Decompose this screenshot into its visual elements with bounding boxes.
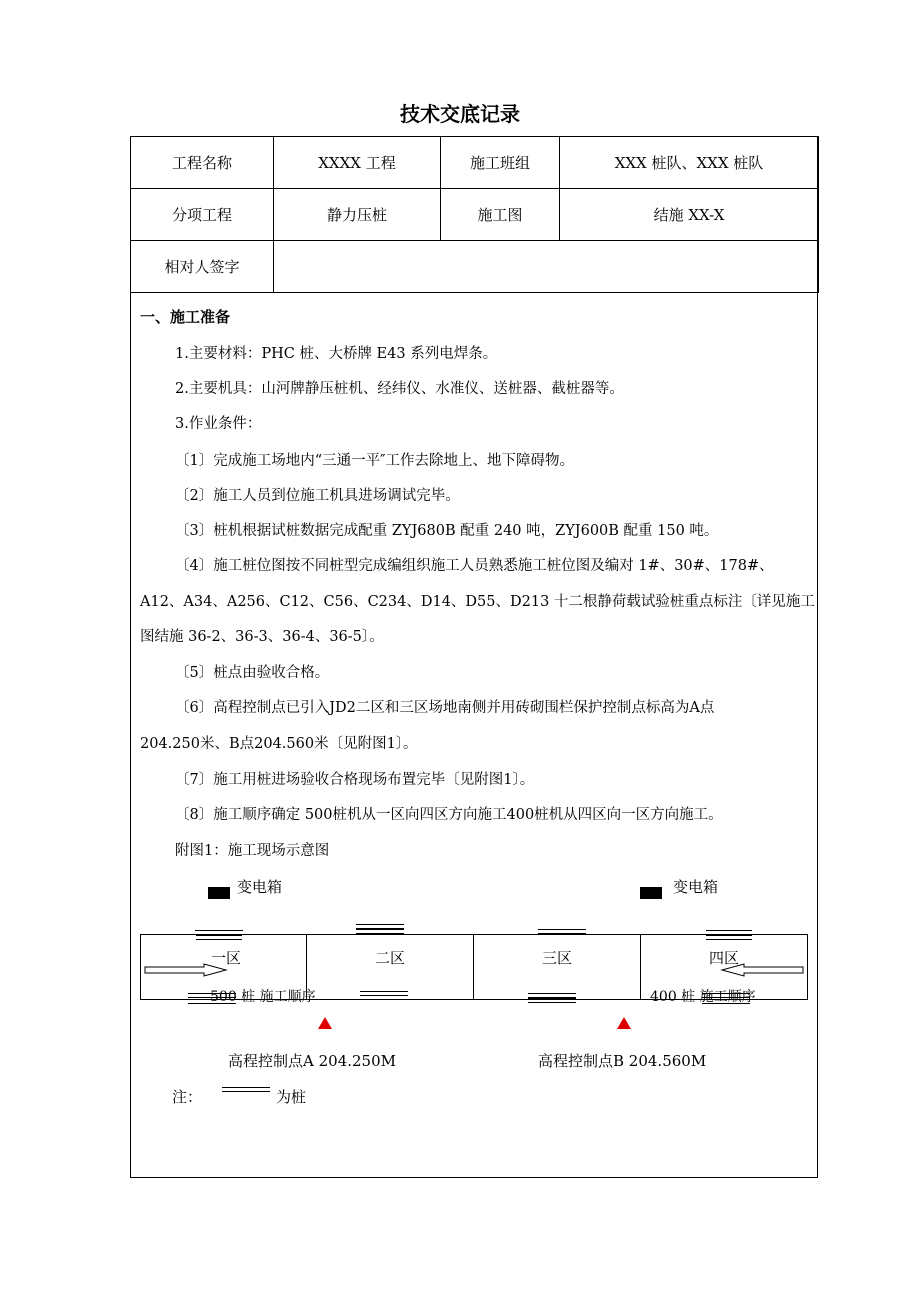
para-condition-6-line1: 〔6〕高程控制点已引入JD2二区和三区场地南侧并用砖砌围栏保护控制点标高为A点	[175, 700, 715, 716]
pile-icon	[528, 998, 576, 1003]
benchmark-b-marker-icon	[617, 1017, 631, 1029]
zone-4-label: 四区	[708, 949, 739, 967]
project-name-value: XXXX 工程	[274, 137, 441, 189]
pile-icon	[360, 991, 408, 996]
para-condition-4-line1: 〔4〕施工桩位图按不同桩型完成编组织施工人员熟悉施工桩位图及编对 1#、30#、178#、	[175, 558, 774, 574]
zone-1-label: 一区	[210, 949, 241, 967]
pile-icon	[196, 935, 242, 940]
team-label: 施工班组	[441, 137, 560, 189]
substation-right-icon	[640, 887, 662, 899]
legend-label: 注：	[172, 1088, 203, 1106]
zone-divider	[473, 934, 474, 1000]
sequence-500-label: 500 桩 施工顺序	[210, 989, 316, 1005]
para-conditions: 3.作业条件：	[175, 416, 262, 432]
benchmark-a-label: 高程控制点A 204.250M	[228, 1052, 396, 1070]
page-title: 技术交底记录	[400, 102, 520, 126]
team-value: XXX 桩队、XXX 桩队	[560, 137, 819, 189]
legend-text: 为桩	[276, 1088, 307, 1106]
zone-3-label: 三区	[541, 949, 572, 967]
pile-icon	[356, 929, 404, 934]
table-row	[131, 241, 819, 293]
arrow-right-icon	[144, 963, 228, 977]
pile-icon	[538, 929, 586, 934]
section-heading: 一、施工准备	[140, 308, 231, 326]
header-table	[130, 136, 819, 293]
figure-caption: 附图1：施工现场示意图	[175, 843, 330, 859]
para-condition-6-line2: 204.250米、B点204.560米〔见附图1〕。	[140, 736, 418, 752]
project-name-label: 工程名称	[131, 137, 274, 189]
para-condition-7: 〔7〕施工用桩进场验收合格现场布置完毕〔见附图1〕。	[175, 772, 535, 788]
para-condition-4-line2: A12、A34、A256、C12、C56、C234、D14、D55、D213 十二根静荷载试验桩重点标注〔详见施工	[140, 594, 815, 610]
sequence-400-label: 400 桩 施工顺序	[650, 989, 756, 1005]
para-condition-2: 〔2〕施工人员到位施工机具进场调试完毕。	[175, 488, 460, 504]
benchmark-b-label: 高程控制点B 204.560M	[538, 1052, 707, 1070]
subproject-value: 静力压桩	[274, 189, 441, 241]
table-row	[131, 189, 819, 241]
subproject-label: 分项工程	[131, 189, 274, 241]
table-row	[131, 137, 819, 189]
para-condition-3: 〔3〕桩机根据试桩数据完成配重 ZYJ680B 配重 240 吨，ZYJ600B 配重 150 吨。	[175, 523, 719, 539]
benchmark-a-marker-icon	[318, 1017, 332, 1029]
substation-right-label: 变电箱	[673, 878, 719, 896]
drawing-label: 施工图	[441, 189, 560, 241]
arrow-left-icon	[720, 963, 804, 977]
pile-icon	[706, 935, 752, 940]
substation-left-icon	[208, 887, 230, 899]
para-condition-1: 〔1〕完成施工场地内“三通一平″工作去除地上、地下障碍物。	[175, 453, 575, 469]
zone-2-label: 二区	[374, 949, 405, 967]
para-condition-8: 〔8〕施工顺序确定 500桩机从一区向四区方向施工400桩机从四区向一区方向施工。	[175, 807, 723, 823]
para-materials: 1.主要材料：PHC 桩、大桥牌 E43 系列电焊条。	[175, 346, 498, 362]
signature-label: 相对人签字	[131, 241, 274, 293]
drawing-value: 结施 XX-X	[560, 189, 819, 241]
zone-divider	[640, 934, 641, 1000]
pile-legend-icon	[222, 1087, 270, 1092]
para-condition-5: 〔5〕桩点由验收合格。	[175, 665, 330, 681]
para-equipment: 2.主要机具：山河牌静压桩机、经纬仪、水准仪、送桩器、截桩器等。	[175, 381, 624, 397]
signature-field[interactable]	[274, 241, 819, 293]
substation-left-label: 变电箱	[237, 878, 283, 896]
para-condition-4-line3: 图结施 36-2、36-3、36-4、36-5〕。	[140, 629, 384, 645]
